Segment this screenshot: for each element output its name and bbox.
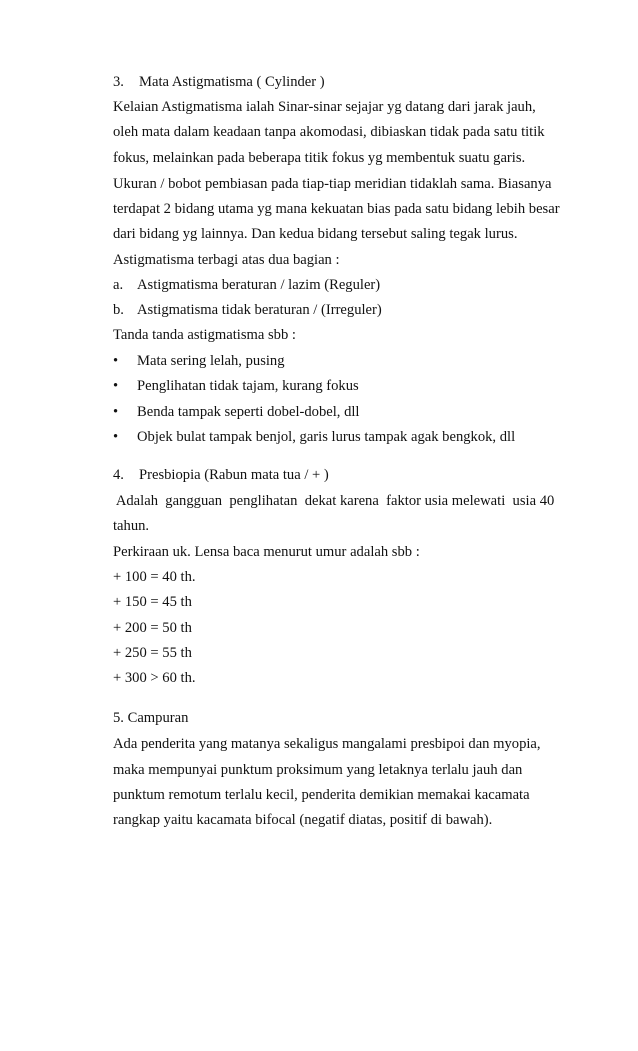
section-5-line-2: maka mempunyai punktum proksimum yang letaknya terlalu jauh dan: [113, 762, 523, 778]
bullet-item-text: Penglihatan tidak tajam, kurang fokus: [137, 378, 359, 394]
bullet-item-text: Benda tampak seperti dobel-dobel, dll: [137, 404, 360, 420]
section-3-line-5: terdapat 2 bidang utama yg mana kekuatan bias pada satu bidang lebih besar: [113, 201, 560, 217]
bullet-item-text: Objek bulat tampak benjol, garis lurus tampak agak bengkok, dll: [137, 429, 516, 445]
section-5-line-4: rangkap yaitu kacamata bifocal (negatif diatas, positif di bawah).: [113, 812, 493, 828]
lens-row: + 150 = 45 th: [113, 594, 192, 610]
bullet-item: [113, 403, 360, 421]
lens-row: + 300 > 60 th.: [113, 670, 196, 686]
section-4-number: 4.: [113, 467, 124, 483]
section-3-line-1: Kelaian Astigmatisma ialah Sinar-sinar sejajar yg datang dari jarak jauh,: [113, 99, 536, 115]
section-4-line-2: tahun.: [113, 518, 150, 534]
section-3-line-3: fokus, melainkan pada beberapa titik fokus yg membentuk suatu garis.: [113, 150, 526, 166]
bullet-marker: •: [113, 353, 119, 369]
section-3-title: Mata Astigmatisma ( Cylinder ): [139, 74, 325, 90]
bullet-item: [113, 377, 359, 395]
lens-row: + 250 = 55 th: [113, 645, 192, 661]
section-4-title: Presbiopia (Rabun mata tua / + ): [139, 467, 329, 483]
section-5-heading: 5. Campuran: [113, 710, 189, 726]
lens-intro: Perkiraan uk. Lensa baca menurut umur adalah sbb :: [113, 544, 420, 560]
bullet-marker: •: [113, 429, 119, 445]
section-3-number: 3.: [113, 74, 124, 90]
bullet-marker: •: [113, 404, 119, 420]
section-3-line-7: Astigmatisma terbagi atas dua bagian :: [113, 252, 340, 268]
section-5-line-3: punktum remotum terlalu kecil, penderita demikian memakai kacamata: [113, 787, 530, 803]
section-4-line-1: Adalah gangguan penglihatan dekat karena faktor usia melewati usia 40: [113, 493, 555, 509]
bullet-item-text: Mata sering lelah, pusing: [137, 353, 285, 369]
section-3-line-2: oleh mata dalam keadaan tanpa akomodasi, dibiaskan tidak pada satu titik: [113, 124, 545, 140]
section-4-heading: [113, 466, 329, 484]
bullet-marker: •: [113, 378, 119, 394]
list-item-text: Astigmatisma tidak beraturan / (Irreguler): [137, 302, 382, 318]
bullet-item: [113, 352, 285, 370]
bullet-item: [113, 428, 515, 446]
section-3-line-6: dari bidang yg lainnya. Dan kedua bidang tersebut saling tegak lurus.: [113, 226, 518, 242]
signs-intro: Tanda tanda astigmatisma sbb :: [113, 327, 296, 343]
section-3-heading: [113, 73, 325, 91]
section-3-line-4: Ukuran / bobot pembiasan pada tiap-tiap meridian tidaklah sama. Biasanya: [113, 176, 552, 192]
list-item: [113, 276, 380, 294]
list-marker: b.: [113, 302, 124, 318]
list-item: [113, 301, 382, 319]
lens-row: + 100 = 40 th.: [113, 569, 196, 585]
list-marker: a.: [113, 277, 124, 293]
section-5-line-1: Ada penderita yang matanya sekaligus mangalami presbipoi dan myopia,: [113, 736, 541, 752]
lens-row: + 200 = 50 th: [113, 620, 192, 636]
list-item-text: Astigmatisma beraturan / lazim (Reguler): [137, 277, 381, 293]
